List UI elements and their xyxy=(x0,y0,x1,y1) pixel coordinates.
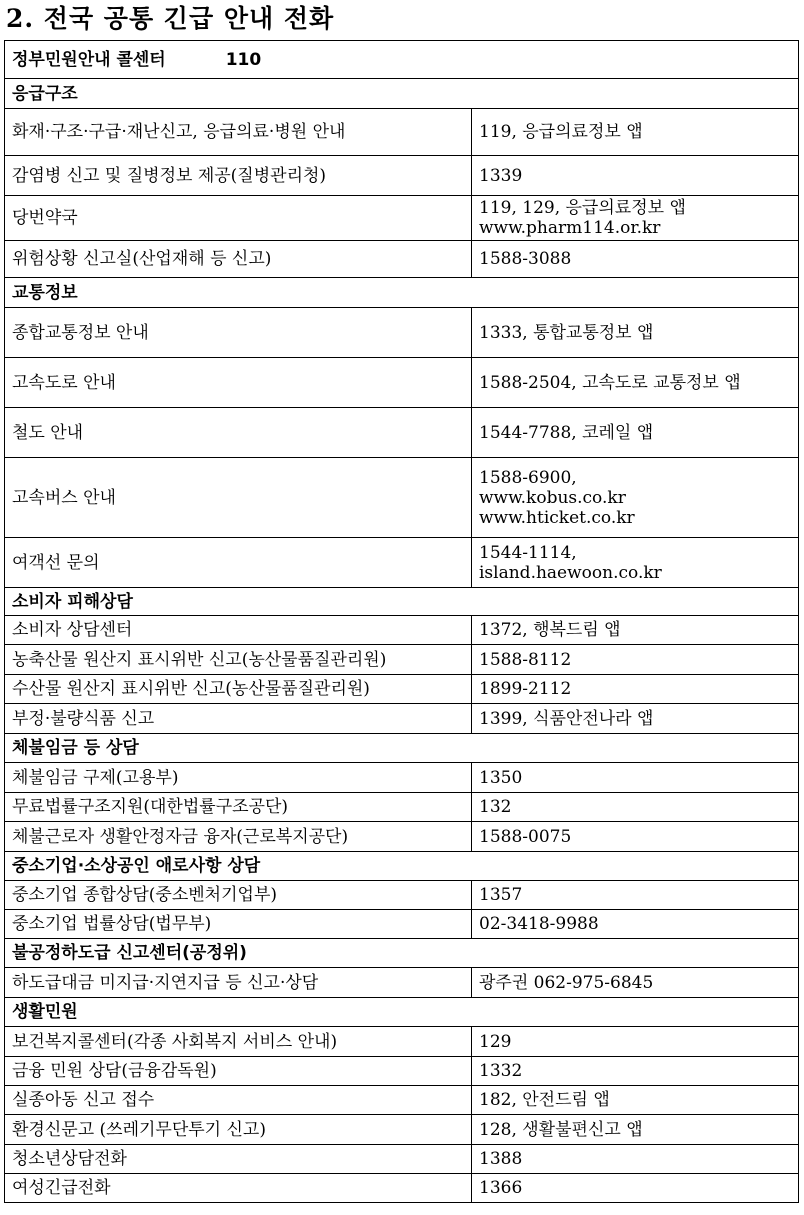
contact-info xyxy=(472,196,799,241)
service-name: 수산물 원산지 표시위반 신고(농산물품질관리원) xyxy=(5,675,472,704)
service-name: 소비자 상담센터 xyxy=(5,616,472,645)
contact-info xyxy=(472,458,799,538)
table-row xyxy=(5,1174,799,1203)
contact-line: 1544-7788, 코레일 앱 xyxy=(479,422,654,443)
contact-info xyxy=(472,408,799,458)
contact-info xyxy=(472,616,799,645)
table-row xyxy=(5,308,799,358)
contact-info xyxy=(472,1057,799,1086)
service-name: 하도급대금 미지급·지연지급 등 신고·상담 xyxy=(5,968,472,998)
contact-info xyxy=(472,538,799,588)
table-row xyxy=(5,408,799,458)
contact-info xyxy=(472,109,799,156)
section-title: 교통정보 xyxy=(5,278,799,308)
contact-line: www.pharm114.or.kr xyxy=(479,218,661,238)
header-label: 정부민원안내 콜센터 xyxy=(12,49,166,70)
contact-line: 광주권 062-975-6845 xyxy=(479,972,654,993)
contact-info xyxy=(472,156,799,196)
contact-info xyxy=(472,822,799,852)
contact-info xyxy=(472,675,799,704)
contact-line: 1544-1114, xyxy=(479,542,577,563)
contact-line: www.hticket.co.kr xyxy=(479,507,635,528)
contact-info xyxy=(472,968,799,998)
contact-info xyxy=(472,793,799,822)
section-row xyxy=(5,79,799,109)
contact-info xyxy=(472,645,799,675)
service-name: 여객선 문의 xyxy=(5,538,472,588)
service-name: 고속버스 안내 xyxy=(5,458,472,538)
contact-line: 1588-3088 xyxy=(479,249,572,269)
table-row xyxy=(5,458,799,538)
service-name: 청소년상담전화 xyxy=(5,1145,472,1174)
header-cell xyxy=(5,41,799,79)
contact-info xyxy=(472,241,799,278)
contact-info xyxy=(472,704,799,734)
service-name: 무료법률구조지원(대한법률구조공단) xyxy=(5,793,472,822)
contact-info xyxy=(472,910,799,939)
contact-info xyxy=(472,358,799,408)
contact-line: 02-3418-9988 xyxy=(479,914,599,934)
table-row xyxy=(5,1027,799,1057)
service-name: 고속도로 안내 xyxy=(5,358,472,408)
table-row xyxy=(5,881,799,910)
contact-info xyxy=(472,308,799,358)
section-title: 불공정하도급 신고센터(공정위) xyxy=(5,939,799,968)
service-name: 환경신문고 (쓰레기무단투기 신고) xyxy=(5,1115,472,1145)
contact-line: 1350 xyxy=(479,767,523,788)
table-row xyxy=(5,156,799,196)
section-title: 응급구조 xyxy=(5,79,799,109)
service-name: 종합교통정보 안내 xyxy=(5,308,472,358)
section-row xyxy=(5,852,799,881)
page-title: 2. 전국 공통 긴급 안내 전화 xyxy=(6,4,335,33)
table-row xyxy=(5,968,799,998)
table-row xyxy=(5,1145,799,1174)
contact-info xyxy=(472,1115,799,1145)
service-name: 실종아동 신고 접수 xyxy=(5,1086,472,1115)
contact-line: 119, 응급의료정보 앱 xyxy=(479,122,643,142)
section-row xyxy=(5,278,799,308)
service-name: 중소기업 종합상담(중소벤처기업부) xyxy=(5,881,472,910)
service-name: 부정·불량식품 신고 xyxy=(5,704,472,734)
contact-line: 182, 안전드림 앱 xyxy=(479,1090,610,1110)
contact-info xyxy=(472,763,799,793)
contact-line: 1899-2112 xyxy=(479,679,572,699)
service-name: 체불임금 구제(고용부) xyxy=(5,763,472,793)
service-name: 체불근로자 생활안정자금 융자(근로복지공단) xyxy=(5,822,472,852)
contact-line: 1588-0075 xyxy=(479,826,572,847)
service-name: 감염병 신고 및 질병정보 제공(질병관리청) xyxy=(5,156,472,196)
table-row xyxy=(5,704,799,734)
contact-line: www.kobus.co.kr xyxy=(479,487,626,508)
table-row xyxy=(5,793,799,822)
table-row xyxy=(5,1057,799,1086)
contact-info xyxy=(472,1086,799,1115)
service-name: 보건복지콜센터(각종 사회복지 서비스 안내) xyxy=(5,1027,472,1057)
contact-line: 1588-8112 xyxy=(479,649,572,670)
table-row xyxy=(5,1086,799,1115)
service-name: 당번약국 xyxy=(5,196,472,241)
table-row xyxy=(5,241,799,278)
table-row xyxy=(5,1115,799,1145)
service-name: 철도 안내 xyxy=(5,408,472,458)
table-row xyxy=(5,358,799,408)
contact-line: 1339 xyxy=(479,165,523,186)
section-title: 중소기업·소상공인 애로사항 상담 xyxy=(5,852,799,881)
table-row xyxy=(5,763,799,793)
contact-line: 132 xyxy=(479,797,512,817)
section-title: 생활민원 xyxy=(5,998,799,1027)
contact-line: 119, 129, 응급의료정보 앱 xyxy=(479,198,686,218)
contact-line: 1366 xyxy=(479,1178,523,1198)
table-row xyxy=(5,675,799,704)
contact-line: 1399, 식품안전나라 앱 xyxy=(479,708,654,729)
service-name: 여성긴급전화 xyxy=(5,1174,472,1203)
section-row xyxy=(5,734,799,763)
service-name: 금융 민원 상담(금융감독원) xyxy=(5,1057,472,1086)
header-number: 110 xyxy=(225,49,262,70)
contact-line: 1388 xyxy=(479,1149,523,1169)
contact-info xyxy=(472,1145,799,1174)
service-name: 화재·구조·구급·재난신고, 응급의료·병원 안내 xyxy=(5,109,472,156)
contact-line: 1372, 행복드림 앱 xyxy=(479,620,621,640)
contact-line: 1588-6900, xyxy=(479,467,577,488)
service-name: 중소기업 법률상담(법무부) xyxy=(5,910,472,939)
table-row xyxy=(5,910,799,939)
contact-line: 1357 xyxy=(479,885,523,905)
contact-line: 128, 생활불편신고 앱 xyxy=(479,1119,643,1140)
table-row xyxy=(5,196,799,241)
contact-line: 129 xyxy=(479,1031,512,1052)
section-title: 체불임금 등 상담 xyxy=(5,734,799,763)
service-name: 위험상황 신고실(산업재해 등 신고) xyxy=(5,241,472,278)
contact-line: 1332 xyxy=(479,1061,523,1081)
table-row xyxy=(5,538,799,588)
header-row xyxy=(5,41,799,79)
table-row xyxy=(5,616,799,645)
contact-line: island.haewoon.co.kr xyxy=(479,562,662,583)
table-row xyxy=(5,822,799,852)
contact-info xyxy=(472,881,799,910)
section-title: 소비자 피해상담 xyxy=(5,588,799,616)
table-row xyxy=(5,645,799,675)
contact-line: 1588-2504, 고속도로 교통정보 앱 xyxy=(479,372,741,393)
section-row xyxy=(5,998,799,1027)
service-name: 농축산물 원산지 표시위반 신고(농산물품질관리원) xyxy=(5,645,472,675)
emergency-phone-table xyxy=(4,40,799,1203)
table-row xyxy=(5,109,799,156)
contact-info xyxy=(472,1027,799,1057)
section-row xyxy=(5,939,799,968)
section-row xyxy=(5,588,799,616)
contact-line: 1333, 통합교통정보 앱 xyxy=(479,322,654,343)
contact-info xyxy=(472,1174,799,1203)
